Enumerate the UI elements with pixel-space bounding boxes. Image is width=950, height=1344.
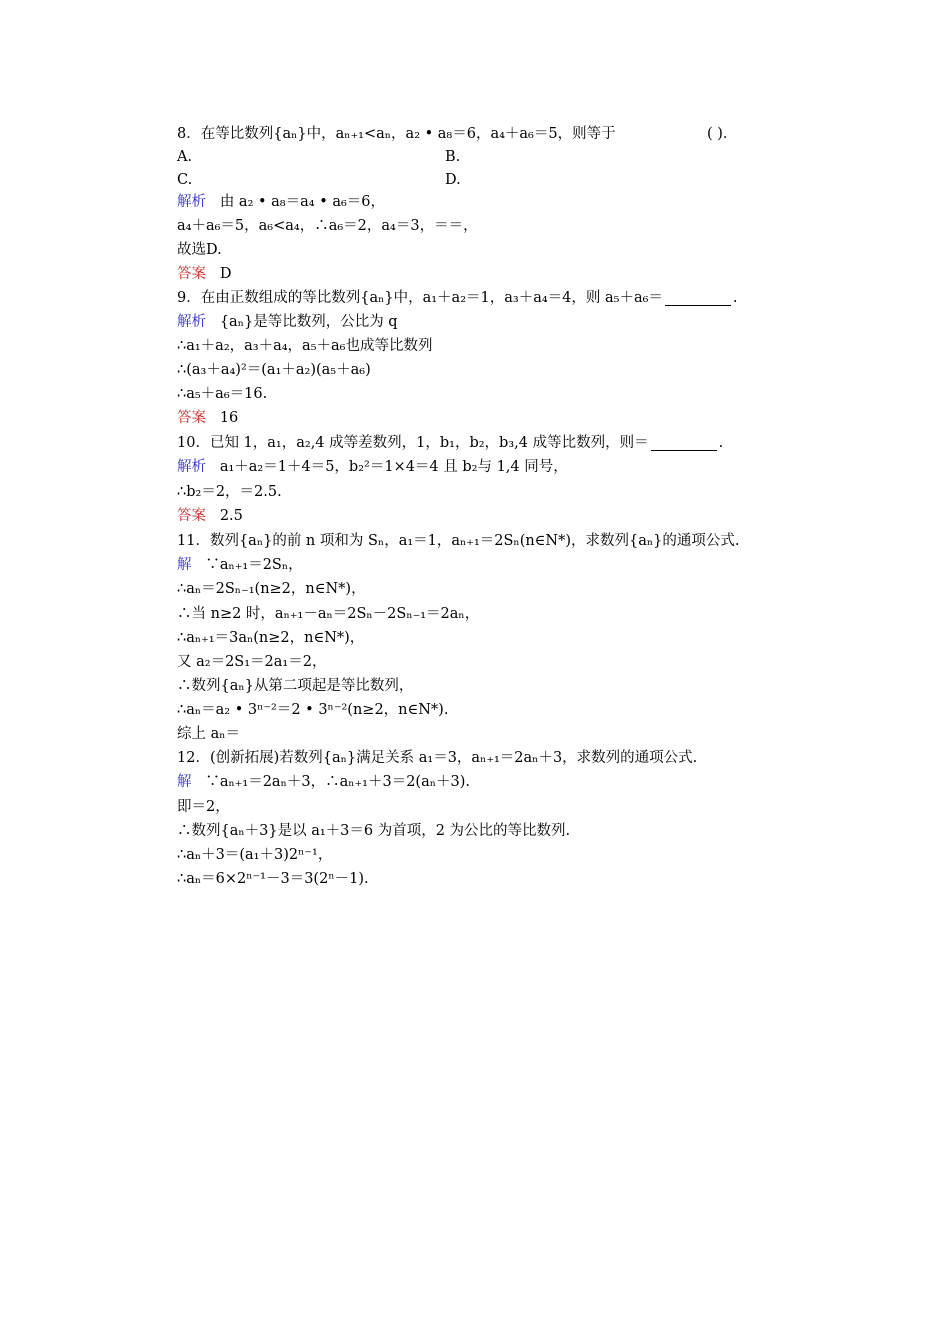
q11-solution-3: ∴当 n≥2 时，aₙ₊₁－aₙ＝2Sₙ－2Sₙ₋₁＝2aₙ， (177, 606, 480, 622)
q10-analysis-label: 解析 (177, 459, 206, 475)
q11-solution-1 (177, 553, 303, 577)
q11-solution-5: 又 a₂＝2S₁＝2a₁＝2， (177, 654, 327, 670)
q11-solution-label: 解 (177, 557, 192, 573)
q12-solution-1 (177, 770, 470, 794)
q9-answer: 16 (219, 410, 239, 426)
q10-answer: 2.5 (219, 508, 243, 524)
q8-analysis-label: 解析 (177, 194, 206, 210)
q8-option-d: D. (445, 172, 461, 188)
q9-analysis-2: ∴a₁＋a₂，a₃＋a₄，a₅＋a₆也成等比数列 (177, 338, 433, 354)
q9-answer-line (177, 406, 238, 430)
q8-analysis-3: 故选D. (177, 242, 222, 258)
q12-solution-text-1: ∵aₙ₊₁＝2aₙ＋3，∴aₙ₊₁＋3＝2(aₙ＋3). (205, 774, 470, 790)
q11-solution-7: ∴aₙ＝a₂ • 3ⁿ⁻²＝2 • 3ⁿ⁻²(n≥2，n∈N*). (177, 702, 449, 718)
q8-answer-label: 答案 (177, 266, 206, 282)
q12-solution-4: ∴aₙ＋3＝(a₁＋3)2ⁿ⁻¹， (177, 847, 333, 863)
q9-stem: 9．在由正数组成的等比数列{aₙ}中，a₁＋a₂＝1，a₃＋a₄＝4，则 a₅＋a₆＝ (177, 290, 663, 306)
q9-stem-end: . (732, 290, 738, 306)
q12-solution-3: ∴数列{aₙ＋3}是以 a₁＋3＝6 为首项，2 为公比的等比数列. (177, 823, 571, 839)
q10-stem-line (177, 431, 723, 455)
q9-analysis-text-1: {aₙ}是等比数列，公比为 q (219, 314, 398, 330)
q11-solution-2: ∴aₙ＝2Sₙ₋₁(n≥2，n∈N*)， (177, 581, 366, 597)
q8-answer-paren: ( )． (707, 126, 738, 142)
q9-fill-blank (665, 291, 731, 306)
q9-analysis-1 (177, 310, 398, 334)
q8-analysis-2: a₄＋a₆＝5，a₆<a₄，∴a₆＝2，a₄＝3，＝＝， (177, 218, 478, 234)
q8-stem-line (177, 122, 738, 146)
q8-options-ab (177, 145, 461, 169)
q12-solution-5: ∴aₙ＝6×2ⁿ⁻¹－3＝3(2ⁿ－1). (177, 871, 369, 887)
q8-answer-line (177, 262, 231, 286)
q10-answer-label: 答案 (177, 508, 206, 524)
q9-analysis-3: ∴(a₃＋a₄)²＝(a₁＋a₂)(a₅＋a₆) (177, 362, 371, 378)
q8-analysis-1 (177, 190, 385, 214)
q10-analysis-text-1: a₁＋a₂＝1＋4＝5，b₂²＝1×4＝4 且 b₂与 1,4 同号， (219, 459, 568, 475)
q8-analysis-text-1: 由 a₂ • a₈＝a₄ • a₆＝6， (219, 194, 386, 210)
q10-stem: 10．已知 1，a₁，a₂,4 成等差数列，1，b₁，b₂，b₃,4 成等比数列，则＝ (177, 435, 649, 451)
q10-stem-end: . (718, 435, 724, 451)
q11-solution-8: 综上 aₙ＝ (177, 726, 241, 742)
q8-options-cd (177, 168, 461, 192)
q11-stem: 11．数列{aₙ}的前 n 项和为 Sₙ，a₁＝1，aₙ₊₁＝2Sₙ(n∈N*)，求数列{aₙ}的通项公式. (177, 533, 740, 549)
q11-solution-text-1: ∵aₙ₊₁＝2Sₙ， (205, 557, 303, 573)
q8-option-c: C. (177, 172, 193, 188)
q8-option-a: A. (177, 149, 193, 165)
q9-stem-line (177, 286, 738, 310)
q11-solution-4: ∴aₙ₊₁＝3aₙ(n≥2，n∈N*)， (177, 630, 365, 646)
q12-stem: 12．(创新拓展)若数列{aₙ}满足关系 a₁＝3，aₙ₊₁＝2aₙ＋3，求数列的通项公式. (177, 750, 698, 766)
q10-analysis-2: ∴b₂＝2，＝2.5. (177, 484, 282, 500)
q12-solution-2: 即＝2， (177, 799, 230, 815)
q8-answer: D (219, 266, 232, 282)
q8-option-b: B. (445, 149, 461, 165)
q11-solution-6: ∴数列{aₙ}从第二项起是等比数列， (177, 678, 414, 694)
q10-analysis-1 (177, 455, 568, 479)
q9-answer-label: 答案 (177, 410, 206, 426)
q10-fill-blank (651, 436, 717, 451)
q9-analysis-label: 解析 (177, 314, 206, 330)
q12-solution-label: 解 (177, 774, 192, 790)
q10-answer-line (177, 504, 243, 528)
q8-stem: 8．在等比数列{aₙ}中，aₙ₊₁<aₙ，a₂ • a₈＝6，a₄＋a₆＝5，则等于 (177, 126, 616, 142)
q9-analysis-4: ∴a₅＋a₆＝16. (177, 386, 268, 402)
